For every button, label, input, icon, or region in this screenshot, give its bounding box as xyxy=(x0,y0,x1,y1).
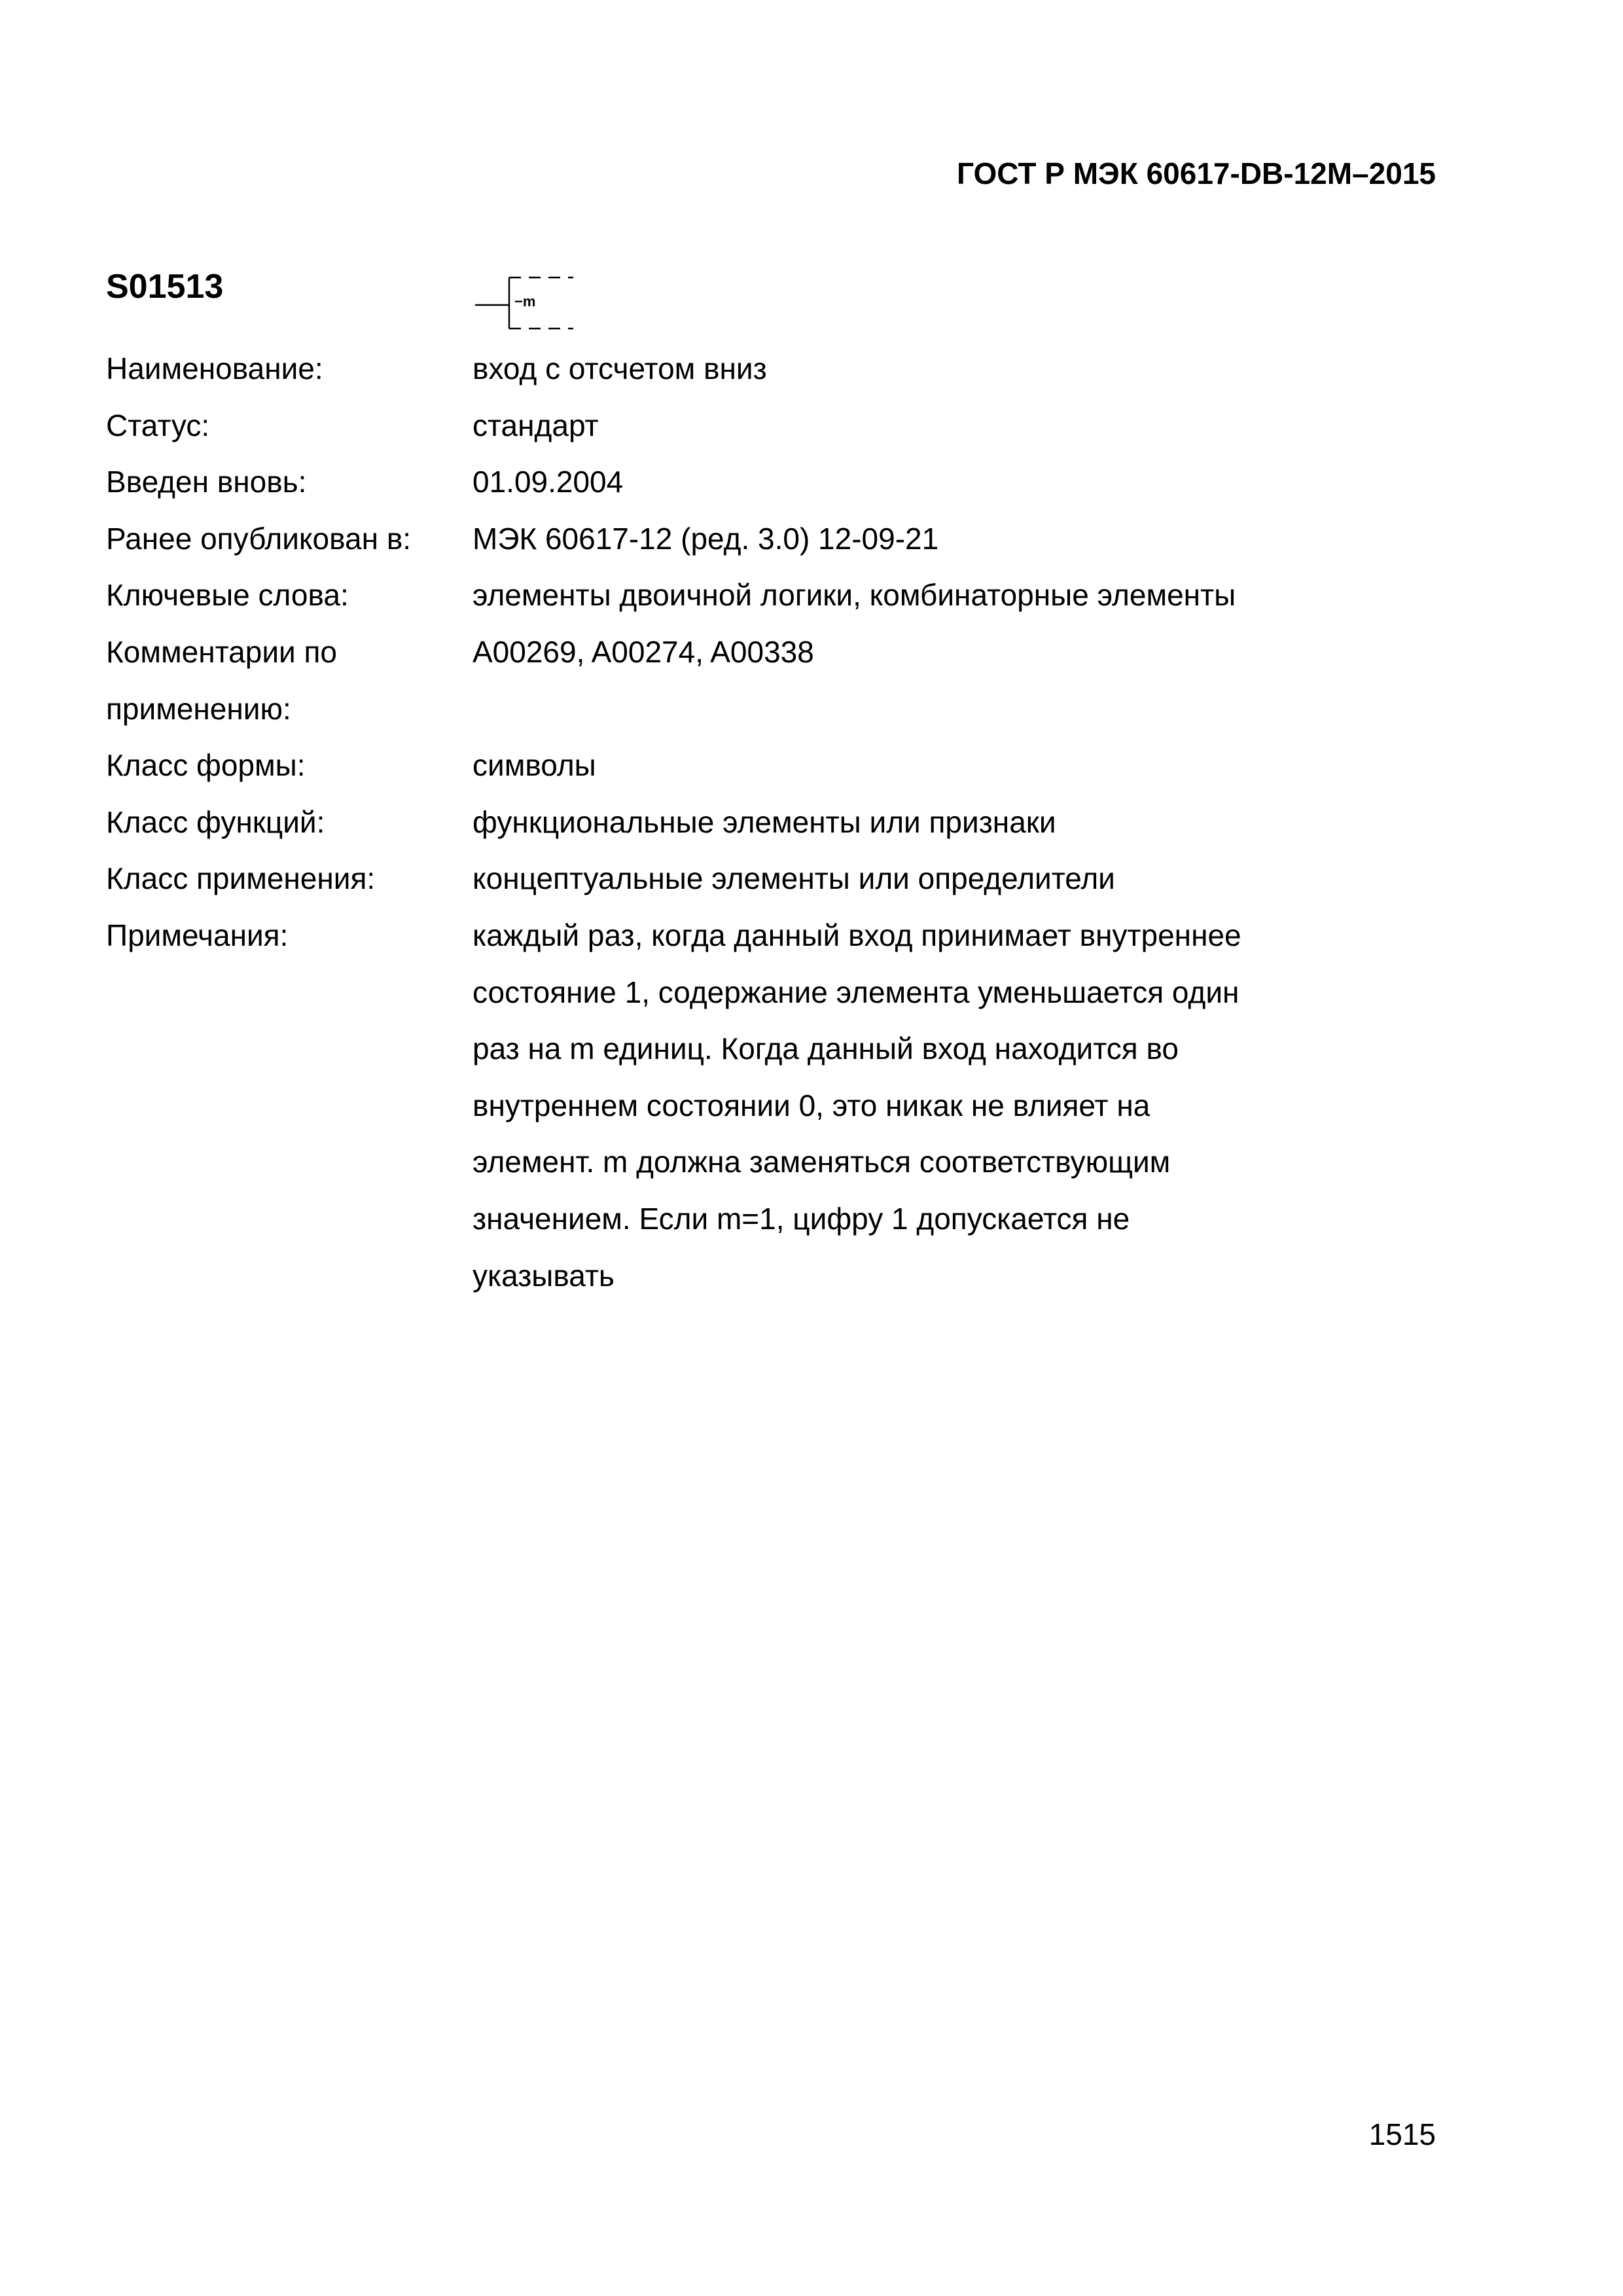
published-label: Ранее опубликован в: xyxy=(106,521,412,556)
field-row-shape-class xyxy=(106,737,1349,794)
notes-line: значением. Если m=1, цифру 1 допускается не xyxy=(473,1201,1130,1236)
notes-line: состояние 1, содержание элемента уменьшается один xyxy=(473,975,1240,1009)
shape-class-value: символы xyxy=(473,748,596,783)
status-value: стандарт xyxy=(473,408,599,442)
field-row-notes xyxy=(106,907,1349,1304)
page-number: 1515 xyxy=(1368,2117,1436,2151)
standard-designation: ГОСТ Р МЭК 60617-DB-12M–2015 xyxy=(957,156,1436,190)
symbol-code: S01513 xyxy=(106,268,224,306)
shape-class-label: Класс формы: xyxy=(106,748,306,783)
comments-value: A00269, A00274, A00338 xyxy=(473,634,814,669)
down-count-input-symbol-icon xyxy=(475,268,593,334)
field-row-name xyxy=(106,340,1349,397)
comments-label-line: применению: xyxy=(106,691,291,726)
notes-line: каждый раз, когда данный вход принимает внутреннее xyxy=(473,918,1241,952)
notes-line: указывать xyxy=(473,1258,615,1293)
notes-line: элемент. m должна заменяться соответствующим xyxy=(473,1145,1171,1179)
field-row-published xyxy=(106,511,1349,567)
notes-line: раз на m единиц. Когда данный вход находится во xyxy=(473,1031,1179,1066)
name-value: вход с отсчетом вниз xyxy=(473,351,767,386)
symbol-fields-table xyxy=(106,340,1349,1304)
field-row-application-class xyxy=(106,850,1349,907)
keywords-value: элементы двоичной логики, комбинаторные элементы xyxy=(473,578,1236,613)
function-class-label: Класс функций: xyxy=(106,804,325,839)
field-row-status xyxy=(106,397,1349,454)
symbol-qualifier-text: −m xyxy=(514,293,536,310)
function-class-value: функциональные элементы или признаки xyxy=(473,804,1056,839)
field-row-comments xyxy=(106,624,1349,737)
field-row-keywords xyxy=(106,567,1349,624)
keywords-label: Ключевые слова: xyxy=(106,578,349,613)
name-label: Наименование: xyxy=(106,351,323,386)
field-row-introduced xyxy=(106,454,1349,511)
published-value: МЭК 60617-12 (ред. 3.0) 12-09-21 xyxy=(473,521,939,556)
comments-label xyxy=(106,624,473,737)
comments-label-line: Комментарии по xyxy=(106,634,337,669)
notes-line: внутреннем состоянии 0, это никак не влияет на xyxy=(473,1088,1150,1122)
field-row-function-class xyxy=(106,794,1349,851)
application-class-value: концептуальные элементы или определители xyxy=(473,861,1115,896)
introduced-label: Введен вновь: xyxy=(106,465,307,499)
status-label: Статус: xyxy=(106,408,210,442)
introduced-value: 01.09.2004 xyxy=(473,465,624,499)
notes-value xyxy=(473,907,1349,1304)
notes-label: Примечания: xyxy=(106,918,289,952)
application-class-label: Класс применения: xyxy=(106,861,376,896)
